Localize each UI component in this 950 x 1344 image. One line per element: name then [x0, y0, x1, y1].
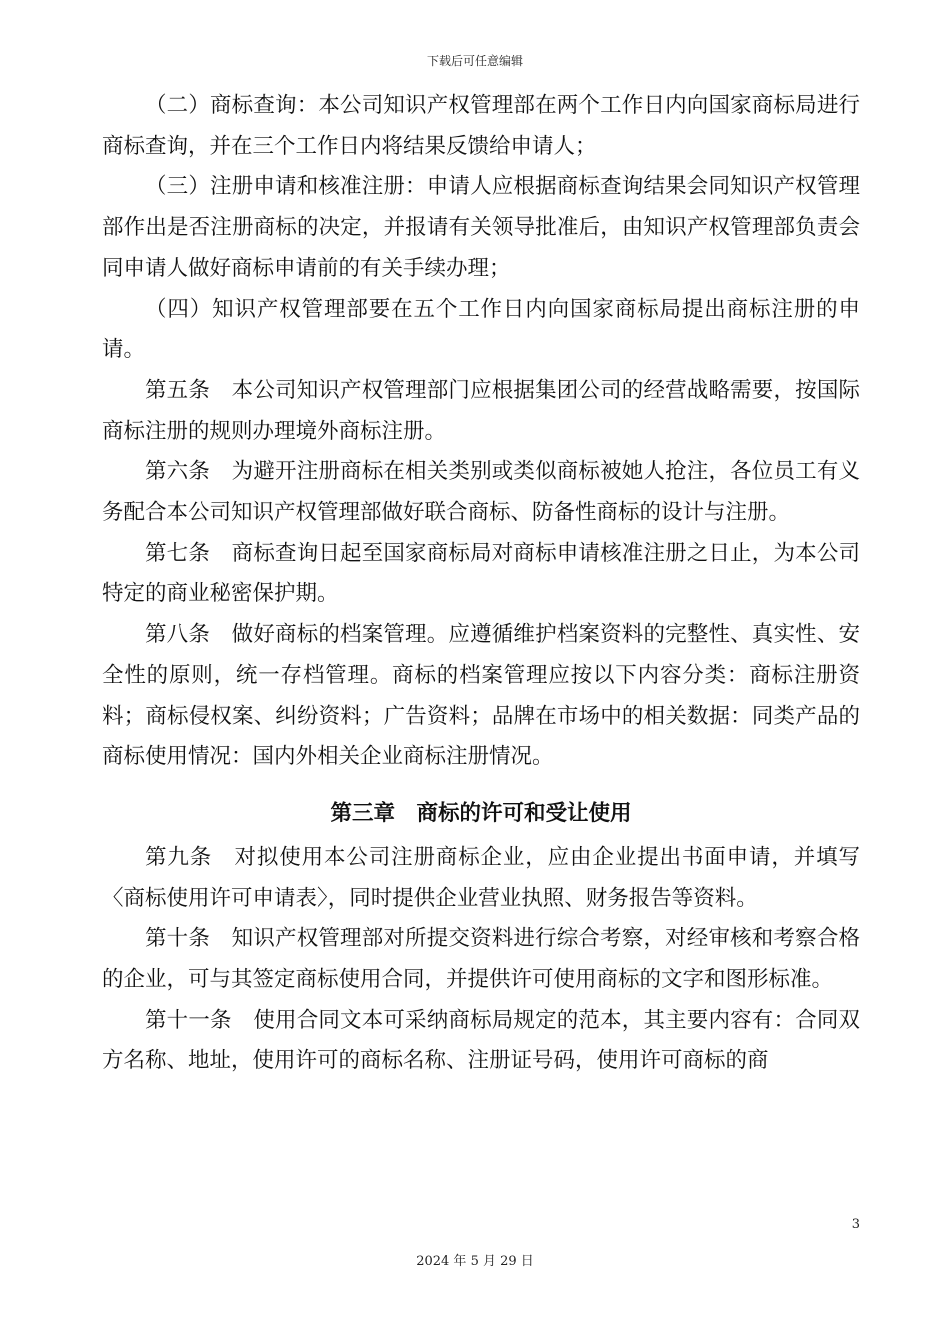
article-8: 第八条 做好商标的档案管理。应遵循维护档案资料的完整性、真实性、安全性的原则，统一存档管理。商标的档案管理应按以下内容分类：商标注册资料；商标侵权案、纠纷资料；广告资料；品牌在市场中的相关数据：同类产品的商标使用情况：国内外相关企业商标注册情况。 [102, 622, 860, 770]
page-footer-date: 2024 年 5 月 29 日 [416, 1254, 534, 1269]
paragraph-submit-application: （四）知识产权管理部要在五个工作日内向国家商标局提出商标注册的申请。 [102, 296, 860, 363]
page-number: 3 [851, 1217, 860, 1232]
document-body [102, 86, 860, 1082]
article-5: 第五条 本公司知识产权管理部门应根据集团公司的经营战略需要，按国际商标注册的规则办理境外商标注册。 [102, 377, 860, 444]
article-7: 第七条 商标查询日起至国家商标局对商标申请核准注册之日止，为本公司特定的商业秘密保护期。 [102, 540, 860, 607]
paragraph-trademark-search: （二）商标查询：本公司知识产权管理部在两个工作日内向国家商标局进行商标查询，并在三个工作日内将结果反馈给申请人； [102, 93, 860, 159]
chapter-title: 第三章 商标的许可和受让使用 [330, 800, 632, 826]
article-10: 第十条 知识产权管理部对所提交资料进行综合考察，对经审核和考察合格的企业，可与其签定商标使用合同，并提供许可使用商标的文字和图形标准。 [102, 926, 860, 993]
article-11: 第十一条 使用合同文本可采纳商标局规定的范本，其主要内容有：合同双方名称、地址，使用许可的商标名称、注册证号码，使用许可商标的商 [102, 1007, 860, 1074]
paragraph-registration-application: （三）注册申请和核准注册：申请人应根据商标查询结果会同知识产权管理部作出是否注册商标的决定，并报请有关领导批准后，由知识产权管理部负责会同申请人做好商标申请前的有关手续办理； [102, 174, 860, 281]
article-6: 第六条 为避开注册商标在相关类别或类似商标被她人抢注，各位员工有义务配合本公司知识产权管理部做好联合商标、防备性商标的设计与注册。 [102, 459, 860, 526]
article-9: 第九条 对拟使用本公司注册商标企业，应由企业提出书面申请，并填写〈商标使用许可申请表〉，同时提供企业营业执照、财务报告等资料。 [102, 844, 860, 911]
page-header: 下载后可任意编辑 [426, 54, 523, 68]
